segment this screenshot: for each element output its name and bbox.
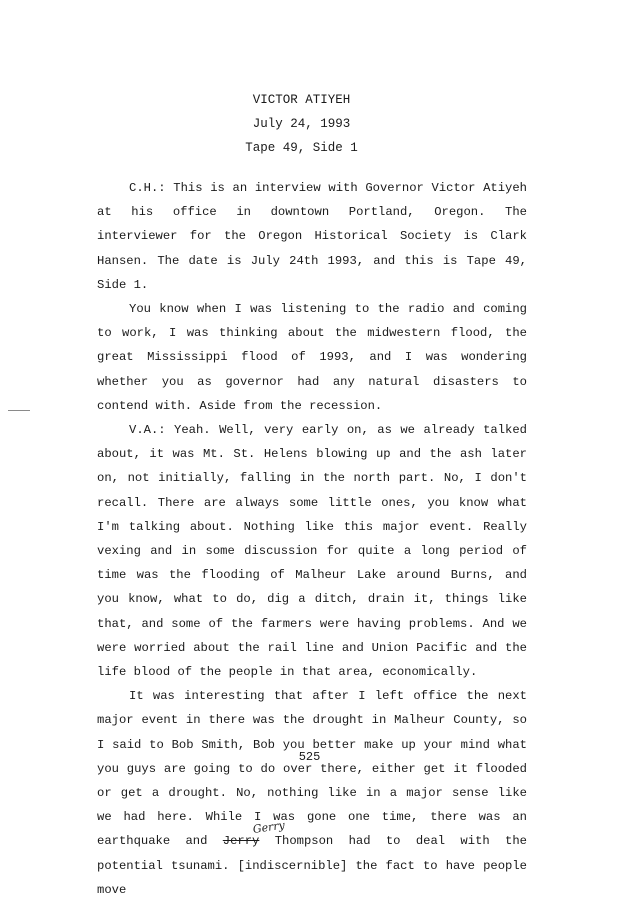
paragraph-intro: C.H.: This is an interview with Governor Victor Atiyeh at his office in downtown Portland, Oregon. The interviewer for the Oregon Historical Society is Clark Hansen. The date is July 24th 1993, and this is Tape 49, Side 1.	[97, 181, 527, 292]
page-number: 525	[298, 750, 321, 764]
margin-pencil-mark	[8, 410, 30, 411]
drought-text-after: Thompson had to deal with the potential tsunami. [indiscernible] the fact to have people move	[97, 834, 527, 897]
header-date: July 24, 1993	[252, 117, 351, 131]
header-tape: Tape 49, Side 1	[245, 141, 358, 155]
drought-text-before: It was interesting that after I left office the next major event in there was the drought in Malheur County, so I said to Bob Smith, Bob you better make up your mind what you guys are going to do over there, either get it flooded or get a drought. No, nothing like in a major sense like we had here. While I was gone one time, there was an earthquake and	[97, 689, 527, 849]
header-name: VICTOR ATIYEH	[252, 93, 351, 107]
paragraph-question: You know when I was listening to the radio and coming to work, I was thinking about the midwestern flood, the great Mississippi flood of 1993, and I was wondering whether you as governor had any natural disasters to contend with. Aside from the recession.	[97, 302, 527, 413]
paragraph-drought	[97, 684, 527, 902]
handwritten-correction: Gerry	[251, 819, 286, 837]
transcript-body	[97, 176, 527, 902]
struck-name: Jerry Gerry	[223, 834, 260, 848]
paragraph-answer: V.A.: Yeah. Well, very early on, as we already talked about, it was Mt. St. Helens blowing up and the ash later on, not initially, falling in the north part. No, I don't recall. There are always some little ones, you know what I'm talking about. Nothing like this major event. Really vexing and in some discussion for quite a long period of time was the flooding of Malheur Lake around Burns, and you know, what to do, dig a ditch, drain it, things like that, and some of the farmers were having problems. And we were worried about the rail line and Union Pacific and the life blood of the people in that area, economically.	[97, 423, 527, 680]
